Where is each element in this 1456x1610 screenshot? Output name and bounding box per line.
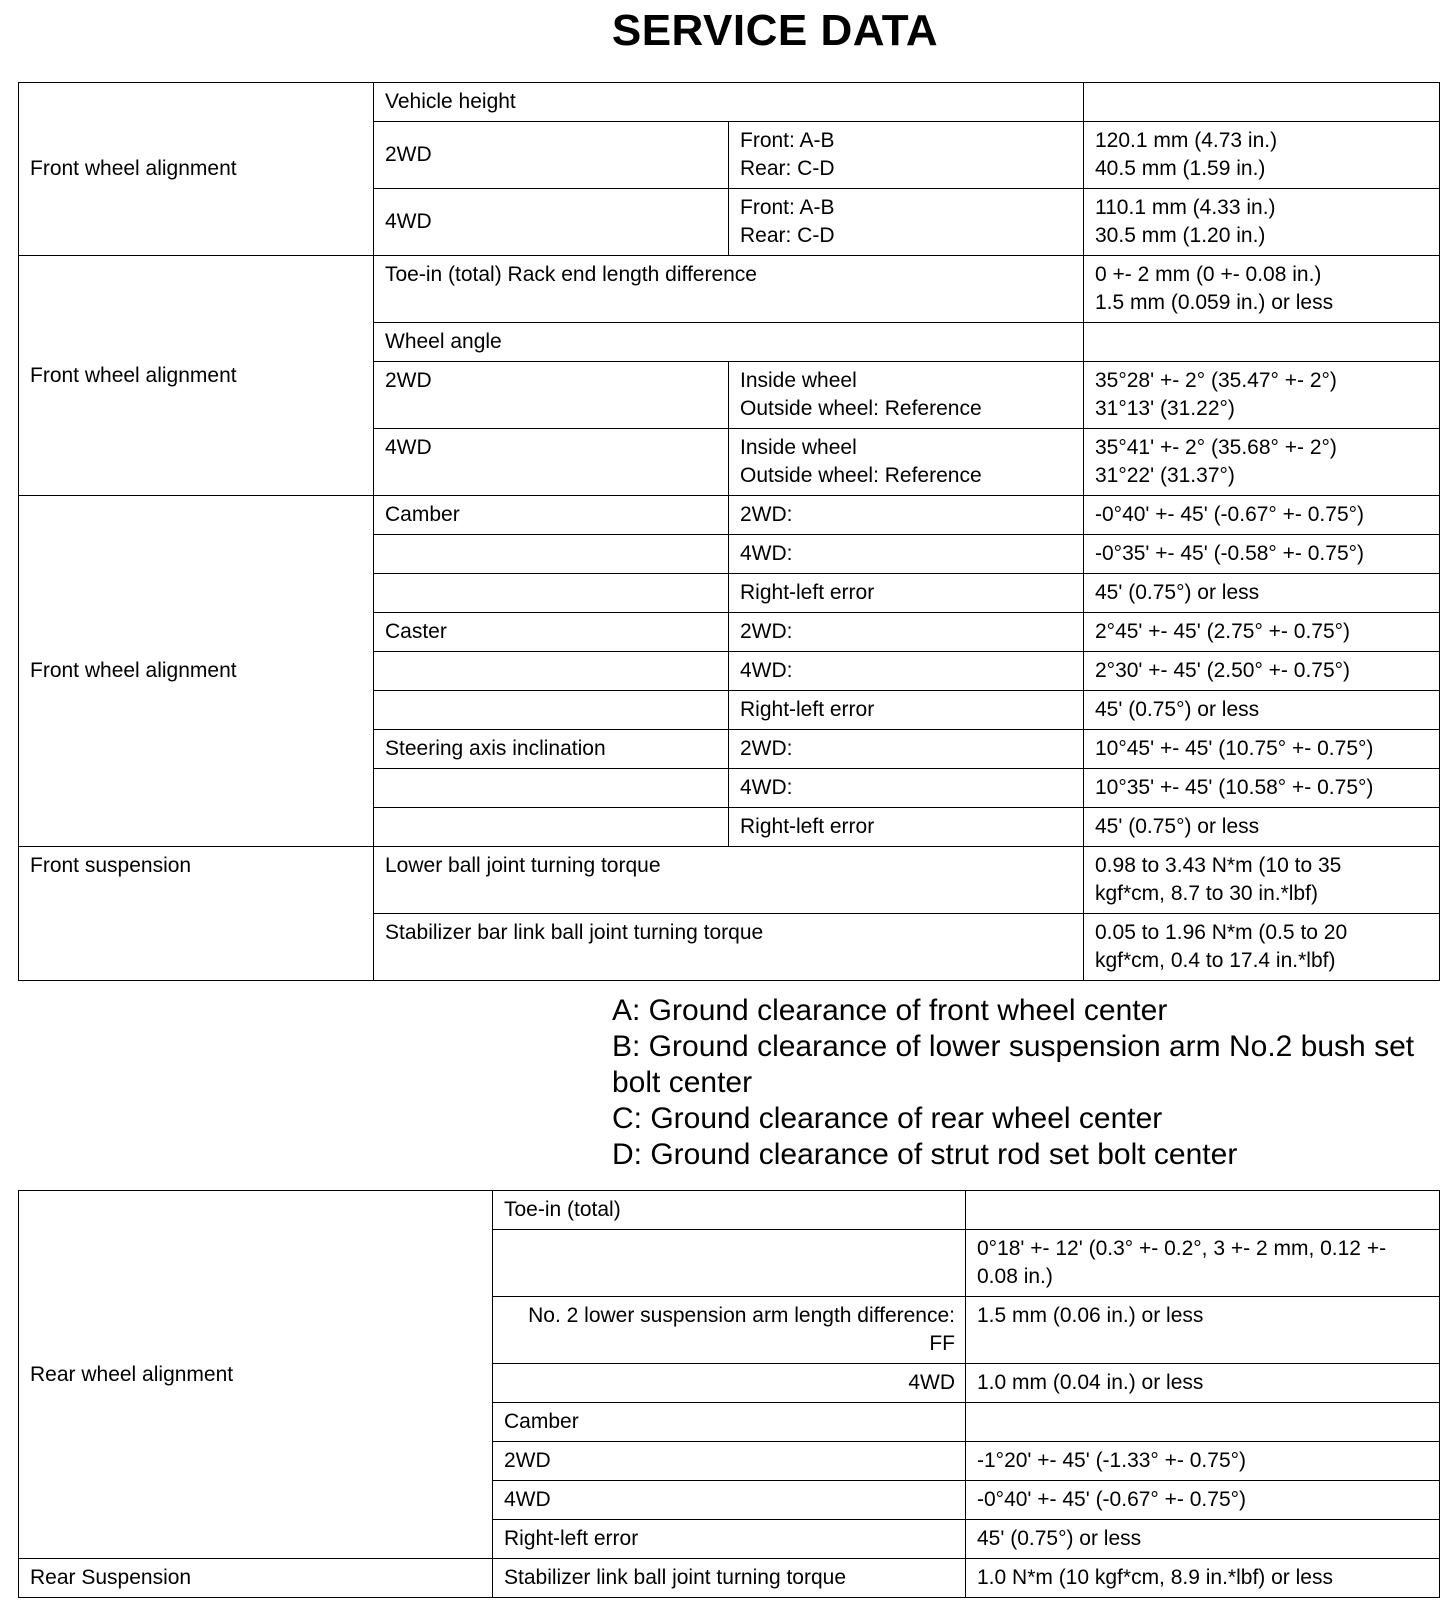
vehicle-height-value bbox=[1084, 83, 1440, 122]
sai-4wd-label: 4WD: bbox=[729, 769, 1084, 808]
caster-right-left-label: Right-left error bbox=[729, 691, 1084, 730]
front-suspension-label: Front suspension bbox=[19, 847, 374, 981]
camber-4wd-label: 4WD: bbox=[729, 535, 1084, 574]
sai-4wd-value: 10°35' +- 45' (10.58° +- 0.75°) bbox=[1084, 769, 1440, 808]
stabilizer-bar-link-value: 0.05 to 1.96 N*m (0.5 to 20 kgf*cm, 0.4 to 17.4 in.*lbf) bbox=[1084, 914, 1440, 981]
wheel-angle-2wd-label: 2WD bbox=[374, 362, 729, 429]
vehicle-height-4wd-points: Front: A-B Rear: C-D bbox=[729, 189, 1084, 256]
rear-camber-header-value bbox=[966, 1403, 1440, 1442]
empty-cell bbox=[374, 535, 729, 574]
wheel-angle-2wd-values: 35°28' +- 2° (35.47° +- 2°) 31°13' (31.22°) bbox=[1084, 362, 1440, 429]
camber-2wd-value: -0°40' +- 45' (-0.67° +- 0.75°) bbox=[1084, 496, 1440, 535]
vehicle-height-2wd-label: 2WD bbox=[374, 122, 729, 189]
rear-toe-in-value: 0°18' +- 12' (0.3° +- 0.2°, 3 +- 2 mm, 0.12 +- 0.08 in.) bbox=[966, 1230, 1440, 1297]
camber-2wd-label: 2WD: bbox=[729, 496, 1084, 535]
wheel-angle-2wd-items: Inside wheel Outside wheel: Reference bbox=[729, 362, 1084, 429]
vehicle-height-label: Vehicle height bbox=[374, 83, 1084, 122]
caster-label: Caster bbox=[374, 613, 729, 652]
page-title: SERVICE DATA bbox=[611, 6, 939, 55]
stabilizer-link-value: 1.0 N*m (10 kgf*cm, 8.9 in.*lbf) or less bbox=[966, 1559, 1440, 1598]
rear-camber-label: Camber bbox=[493, 1403, 966, 1442]
empty-cell bbox=[374, 574, 729, 613]
stabilizer-link-label: Stabilizer link ball joint turning torque bbox=[493, 1559, 966, 1598]
camber-4wd-value: -0°35' +- 45' (-0.58° +- 0.75°) bbox=[1084, 535, 1440, 574]
steering-axis-inclination-label: Steering axis inclination bbox=[374, 730, 729, 769]
arm-length-difference-label bbox=[493, 1297, 966, 1364]
vehicle-height-2wd-points: Front: A-B Rear: C-D bbox=[729, 122, 1084, 189]
caster-4wd-value: 2°30' +- 45' (2.50° +- 0.75°) bbox=[1084, 652, 1440, 691]
caster-2wd-value: 2°45' +- 45' (2.75° +- 0.75°) bbox=[1084, 613, 1440, 652]
rear-wheel-alignment-label: Rear wheel alignment bbox=[19, 1191, 493, 1559]
stabilizer-bar-link-label: Stabilizer bar link ball joint turning torque bbox=[374, 914, 1084, 981]
rear-camber-2wd-value: -1°20' +- 45' (-1.33° +- 0.75°) bbox=[966, 1442, 1440, 1481]
ground-clearance-notes bbox=[612, 993, 1442, 1173]
vehicle-height-2wd-values: 120.1 mm (4.73 in.) 40.5 mm (1.59 in.) bbox=[1084, 122, 1440, 189]
camber-right-left-label: Right-left error bbox=[729, 574, 1084, 613]
rear-camber-right-left-value: 45' (0.75°) or less bbox=[966, 1520, 1440, 1559]
note-c: C: Ground clearance of rear wheel center bbox=[612, 1102, 1163, 1135]
front-service-data-table bbox=[18, 82, 1440, 981]
note-b: B: Ground clearance of lower suspension arm No.2 bush set bolt center bbox=[612, 1030, 1415, 1099]
camber-label: Camber bbox=[374, 496, 729, 535]
lower-ball-joint-value: 0.98 to 3.43 N*m (10 to 35 kgf*cm, 8.7 to 30 in.*lbf) bbox=[1084, 847, 1440, 914]
empty-cell bbox=[374, 691, 729, 730]
rear-suspension-label: Rear Suspension bbox=[19, 1559, 493, 1598]
rear-toe-in-header-value bbox=[966, 1191, 1440, 1230]
rear-camber-4wd-value: -0°40' +- 45' (-0.67° +- 0.75°) bbox=[966, 1481, 1440, 1520]
rear-camber-4wd-label: 4WD bbox=[493, 1481, 966, 1520]
lower-ball-joint-label: Lower ball joint turning torque bbox=[374, 847, 1084, 914]
arm-length-difference-text: No. 2 lower suspension arm length difference: FF bbox=[528, 1304, 955, 1355]
arm-length-difference-ff-value: 1.5 mm (0.06 in.) or less bbox=[966, 1297, 1440, 1364]
empty-cell bbox=[374, 808, 729, 847]
toe-in-values: 0 +- 2 mm (0 +- 0.08 in.) 1.5 mm (0.059 in.) or less bbox=[1084, 256, 1440, 323]
empty-cell bbox=[493, 1230, 966, 1297]
sai-right-left-label: Right-left error bbox=[729, 808, 1084, 847]
rear-toe-in-label: Toe-in (total) bbox=[493, 1191, 966, 1230]
front-wheel-alignment-label: Front wheel alignment bbox=[19, 496, 374, 847]
rear-camber-2wd-label: 2WD bbox=[493, 1442, 966, 1481]
caster-right-left-value: 45' (0.75°) or less bbox=[1084, 691, 1440, 730]
vehicle-height-4wd-values: 110.1 mm (4.33 in.) 30.5 mm (1.20 in.) bbox=[1084, 189, 1440, 256]
wheel-angle-label: Wheel angle bbox=[374, 323, 1084, 362]
arm-length-difference-4wd-value: 1.0 mm (0.04 in.) or less bbox=[966, 1364, 1440, 1403]
wheel-angle-4wd-items: Inside wheel Outside wheel: Reference bbox=[729, 429, 1084, 496]
wheel-angle-4wd-values: 35°41' +- 2° (35.68° +- 2°) 31°22' (31.37°) bbox=[1084, 429, 1440, 496]
caster-2wd-label: 2WD: bbox=[729, 613, 1084, 652]
empty-cell bbox=[374, 769, 729, 808]
camber-right-left-value: 45' (0.75°) or less bbox=[1084, 574, 1440, 613]
caster-4wd-label: 4WD: bbox=[729, 652, 1084, 691]
wheel-angle-value bbox=[1084, 323, 1440, 362]
empty-cell bbox=[374, 652, 729, 691]
sai-2wd-label: 2WD: bbox=[729, 730, 1084, 769]
note-d: D: Ground clearance of strut rod set bolt center bbox=[612, 1138, 1238, 1171]
arm-length-difference-4wd-label: 4WD bbox=[493, 1364, 966, 1403]
front-wheel-alignment-label: Front wheel alignment bbox=[19, 256, 374, 496]
toe-in-label: Toe-in (total) Rack end length difference bbox=[374, 256, 1084, 323]
rear-camber-right-left-label: Right-left error bbox=[493, 1520, 966, 1559]
rear-service-data-table bbox=[18, 1190, 1440, 1598]
sai-2wd-value: 10°45' +- 45' (10.75° +- 0.75°) bbox=[1084, 730, 1440, 769]
wheel-angle-4wd-label: 4WD bbox=[374, 429, 729, 496]
vehicle-height-4wd-label: 4WD bbox=[374, 189, 729, 256]
sai-right-left-value: 45' (0.75°) or less bbox=[1084, 808, 1440, 847]
note-a: A: Ground clearance of front wheel center bbox=[612, 994, 1168, 1027]
front-wheel-alignment-label: Front wheel alignment bbox=[19, 83, 374, 256]
